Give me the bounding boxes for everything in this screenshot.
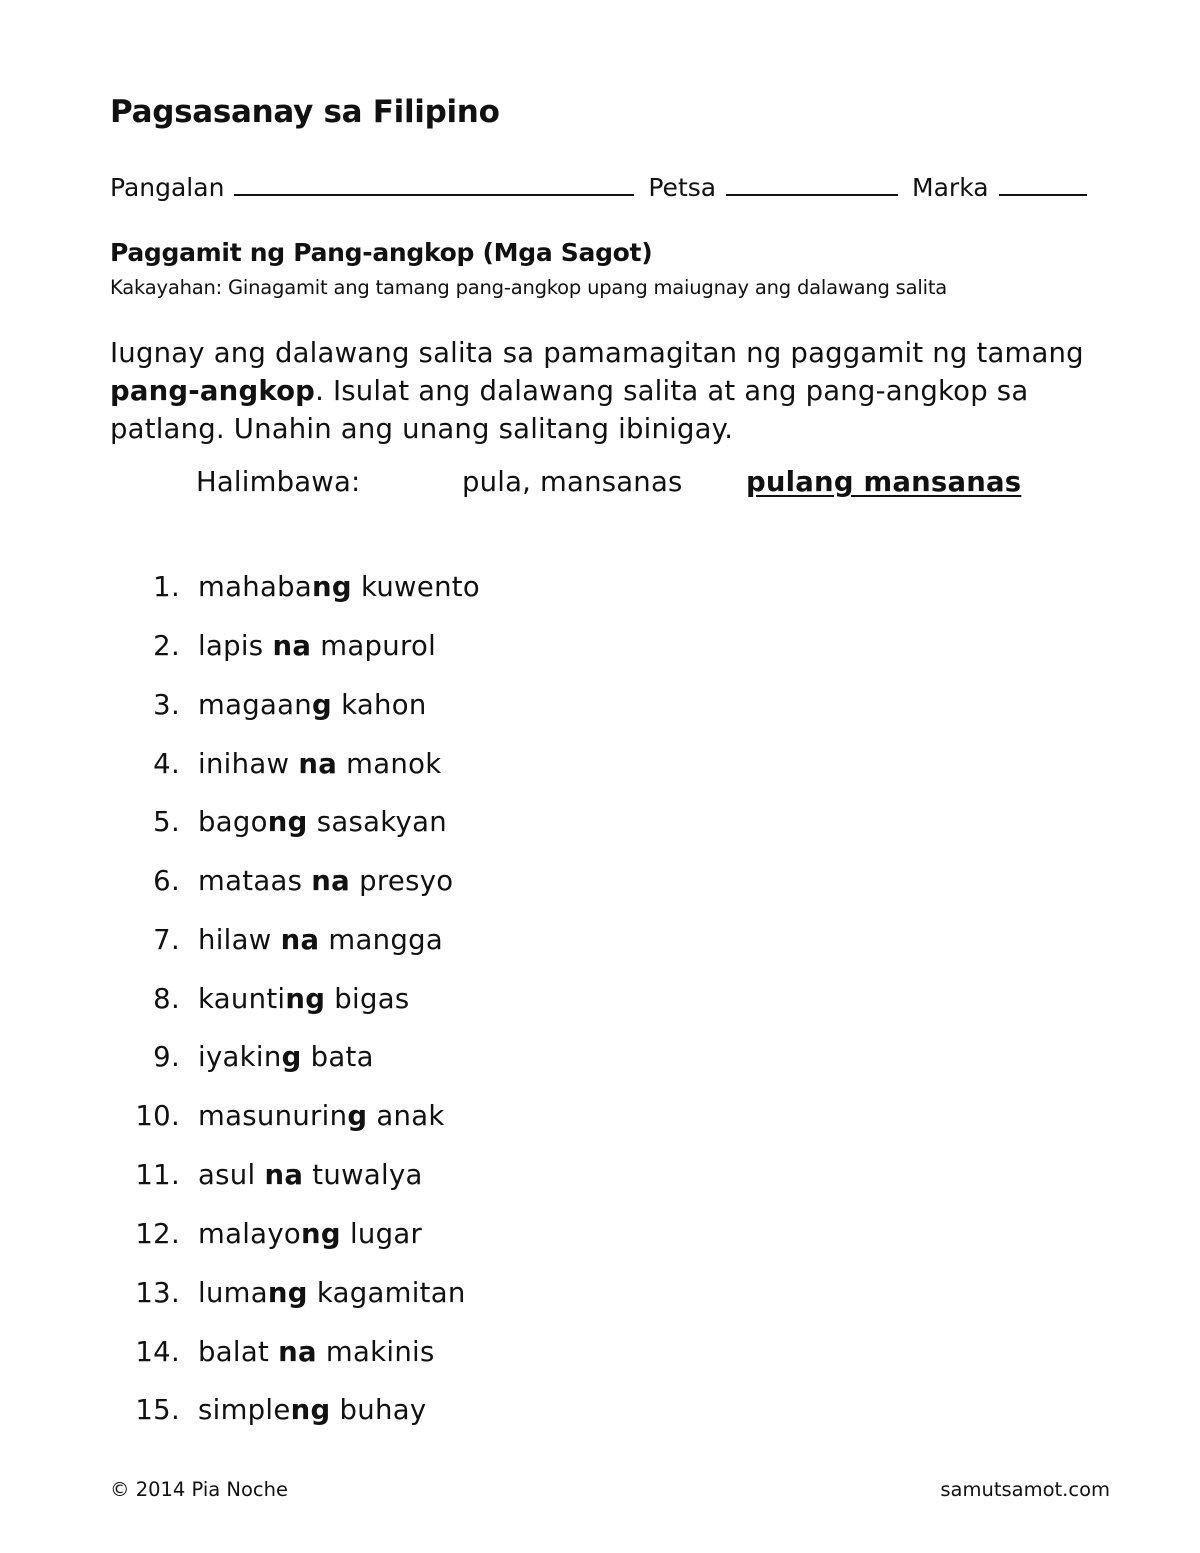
linker-bold: na [278, 1336, 317, 1368]
list-item [0, 1041, 700, 1081]
item-answer [198, 689, 427, 721]
answer-part: makinis [316, 1336, 435, 1368]
answer-part: lugar [340, 1218, 423, 1250]
answer-part: balat [198, 1336, 279, 1368]
student-info-fields [110, 172, 1120, 202]
item-answer [198, 1277, 466, 1309]
item-answer [198, 630, 436, 662]
answer-part: manok [337, 748, 442, 780]
item-answer [198, 924, 443, 956]
item-number: 3. [153, 689, 180, 721]
linker-bold: ng [312, 571, 352, 603]
linker-bold: ng [267, 806, 308, 838]
linker-bold: na [311, 865, 351, 897]
list-item [0, 806, 700, 846]
name-label: Pangalan [110, 173, 225, 202]
linker-bold: na [298, 748, 338, 780]
answer-part: mangga [319, 924, 444, 956]
answer-part: bigas [325, 983, 410, 1015]
item-number: 10. [135, 1100, 180, 1132]
instructions [110, 334, 1110, 448]
answer-part: anak [367, 1100, 445, 1132]
list-item [0, 689, 700, 729]
item-answer [198, 1041, 374, 1073]
linker-bold: na [272, 630, 312, 662]
section-title: Paggamit ng Pang-angkop (Mga Sagot) [110, 238, 653, 267]
list-item [0, 630, 700, 670]
answer-part: bata [301, 1041, 374, 1073]
answer-part: asul [198, 1159, 265, 1191]
answer-part: lapis [198, 630, 273, 662]
answer-part: tuwalya [303, 1159, 423, 1191]
answer-part: iyakin [198, 1041, 282, 1073]
example-answer: pulang mansanas [746, 466, 1022, 498]
item-number: 7. [153, 924, 180, 956]
answer-part: luma [198, 1277, 268, 1309]
score-blank[interactable] [999, 172, 1087, 196]
score-label: Marka [912, 173, 989, 202]
example-label: Halimbawa: [196, 466, 361, 498]
item-answer [198, 1159, 423, 1191]
item-number: 13. [135, 1277, 180, 1309]
linker-bold: na [280, 924, 320, 956]
list-item [0, 924, 700, 964]
item-answer [198, 1394, 426, 1426]
list-item [0, 571, 700, 611]
answer-part: kuwento [351, 571, 481, 603]
answer-part: magaan [198, 689, 313, 721]
instructions-bold-term: pang-angkop [110, 375, 316, 407]
list-item [0, 748, 700, 788]
example-word-pair: pula, mansanas [462, 466, 683, 498]
list-item [0, 983, 700, 1023]
item-answer [198, 1100, 445, 1132]
list-item [0, 1336, 700, 1376]
item-number: 14. [135, 1336, 180, 1368]
item-number: 6. [153, 865, 180, 897]
item-answer [198, 1336, 435, 1368]
item-number: 5. [153, 806, 180, 838]
item-number: 1. [153, 571, 180, 603]
skill-description: Kakayahan: Ginagamit ang tamang pang-angkop upang maiugnay ang dalawang salita [110, 276, 948, 299]
answer-part: masunurin [198, 1100, 348, 1132]
item-answer [198, 571, 480, 603]
item-number: 11. [135, 1159, 180, 1191]
answer-part: malayo [198, 1218, 302, 1250]
answer-part: inihaw [198, 748, 299, 780]
list-item [0, 865, 700, 905]
linker-bold: ng [285, 983, 326, 1015]
instructions-part2: . Isulat ang dalawang salita at ang pang-angkop sa patlang. Unahin ang unang salitang ibinigay. [110, 375, 1029, 445]
linker-bold: g [281, 1041, 302, 1073]
answer-part: hilaw [198, 924, 281, 956]
name-blank[interactable] [234, 172, 634, 196]
item-answer [198, 865, 453, 897]
linker-bold: ng [301, 1218, 341, 1250]
item-answer [198, 1218, 422, 1250]
item-answer [198, 806, 447, 838]
item-number: 8. [153, 983, 180, 1015]
answer-part: kaunti [198, 983, 286, 1015]
linker-bold: ng [267, 1277, 308, 1309]
item-answer [198, 748, 441, 780]
date-blank[interactable] [726, 172, 898, 196]
answer-part: simple [198, 1394, 291, 1426]
date-label: Petsa [648, 173, 717, 202]
answer-part: mahaba [198, 571, 313, 603]
linker-bold: g [347, 1100, 368, 1132]
list-item [0, 1159, 700, 1199]
instructions-part1: Iugnay ang dalawang salita sa pamamagitan ng paggamit ng tamang [110, 337, 1084, 369]
list-item [0, 1394, 700, 1434]
answer-part: kahon [332, 689, 427, 721]
linker-bold: na [264, 1159, 304, 1191]
page-title: Pagsasanay sa Filipino [110, 94, 500, 130]
item-number: 12. [135, 1218, 180, 1250]
answer-part: mapurol [311, 630, 437, 662]
site-url: samutsamot.com [940, 1478, 1110, 1501]
answer-part: presyo [350, 865, 454, 897]
list-item [0, 1100, 700, 1140]
answer-part: kagamitan [307, 1277, 466, 1309]
answer-part: bago [198, 806, 268, 838]
list-item [0, 1277, 700, 1317]
item-number: 4. [153, 748, 180, 780]
answer-part: sasakyan [307, 806, 447, 838]
item-number: 15. [135, 1394, 180, 1426]
item-number: 9. [153, 1041, 180, 1073]
item-number: 2. [153, 630, 180, 662]
linker-bold: ng [290, 1394, 331, 1426]
answer-part: mataas [198, 865, 312, 897]
linker-bold: g [312, 689, 333, 721]
copyright-notice: © 2014 Pia Noche [110, 1478, 289, 1501]
list-item [0, 1218, 700, 1258]
item-answer [198, 983, 410, 1015]
answer-part: buhay [330, 1394, 427, 1426]
